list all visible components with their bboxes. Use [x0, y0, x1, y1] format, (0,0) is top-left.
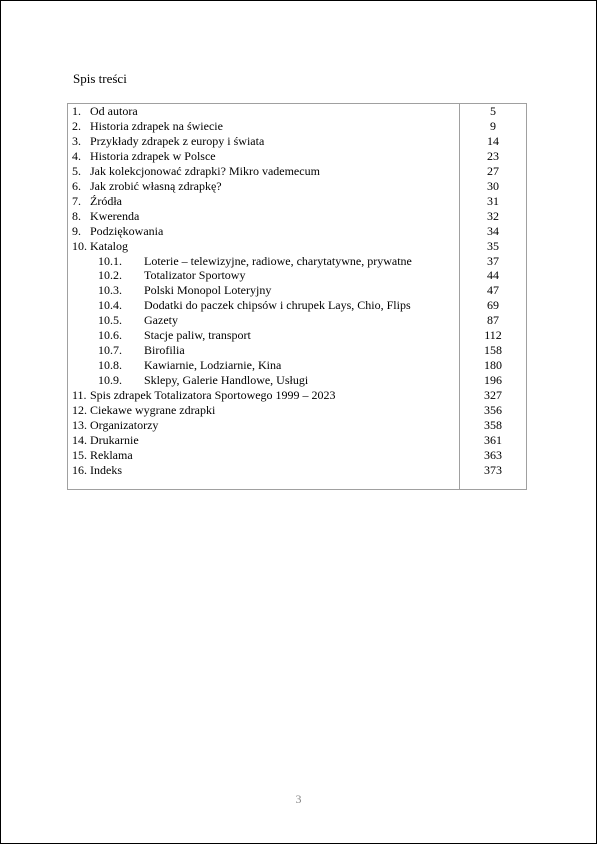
toc-entry-page: 87 [487, 313, 499, 328]
toc-entry-label: Polski Monopol Loteryjny [144, 283, 272, 298]
toc-entry-label: Indeks [90, 462, 122, 477]
toc-entry-number: 10.7. [98, 343, 122, 358]
toc-entry-page: 196 [484, 373, 502, 388]
table-of-contents [67, 103, 527, 490]
toc-entry-page: 358 [484, 417, 502, 432]
toc-entry-label: Jak kolekcjonować zdrapki? Mikro vademecum [90, 163, 320, 178]
toc-entry-number: 12. [72, 403, 87, 417]
toc-entry-page: 32 [487, 208, 499, 223]
toc-entry [68, 224, 526, 239]
page-number: 3 [295, 792, 302, 806]
toc-entry-label: Kwerenda [90, 208, 140, 223]
toc-entry [68, 209, 526, 224]
toc-entry-page: 35 [487, 238, 499, 253]
toc-entry-page: 373 [484, 462, 502, 477]
toc-entry [68, 239, 526, 254]
toc-entry-number: 6. [72, 178, 81, 193]
toc-entry-number: 10.8. [98, 358, 122, 373]
toc-entry-number: 2. [72, 118, 81, 133]
toc-entry-number: 11. [72, 388, 87, 403]
toc-entry-page: 44 [487, 268, 499, 283]
toc-entry [68, 298, 526, 313]
toc-entry [68, 403, 526, 418]
toc-entry-page: 112 [484, 328, 502, 343]
toc-entry-number: 10.6. [98, 328, 122, 343]
toc-entry [68, 283, 526, 298]
toc-entry-number: 10.9. [98, 373, 122, 388]
toc-entry-page: 27 [487, 163, 499, 178]
toc-entry-label: Ciekawe wygrane zdrapki [90, 403, 216, 417]
toc-entry-page: 356 [484, 403, 502, 417]
toc-entry [68, 328, 526, 343]
toc-entry-number: 13. [72, 417, 87, 432]
toc-entry-number: 5. [72, 163, 81, 178]
toc-entry-page: 34 [487, 223, 499, 238]
toc-entry-page: 31 [487, 193, 499, 208]
toc-entry-number: 10.2. [98, 268, 122, 283]
page-title: Spis treści [73, 71, 127, 86]
toc-entry [68, 268, 526, 283]
toc-entry [68, 149, 526, 164]
toc-entry-page: 23 [487, 148, 499, 163]
toc-entry-number: 10. [72, 238, 87, 253]
toc-entry-number: 15. [72, 447, 87, 462]
toc-entry-number: 10.3. [98, 283, 122, 298]
toc-entry-label: Podziękowania [90, 223, 164, 238]
toc-entry [68, 194, 526, 209]
toc-entry [68, 433, 526, 448]
toc-entry-page: 158 [484, 343, 502, 358]
toc-entry [68, 343, 526, 358]
toc-entry [68, 179, 526, 194]
toc-entry-page: 14 [487, 133, 499, 148]
toc-entry [68, 373, 526, 388]
toc-entry-label: Przykłady zdrapek z europy i świata [90, 133, 265, 148]
toc-entry [68, 134, 526, 149]
toc-entry [68, 358, 526, 373]
toc-entry [68, 388, 526, 403]
toc-entry-page: 361 [484, 432, 502, 447]
toc-entry [68, 313, 526, 328]
toc-entry [68, 418, 526, 433]
toc-entry-label: Sklepy, Galerie Handlowe, Usługi [144, 373, 309, 388]
toc-entry-label: Loterie – telewizyjne, radiowe, charytatywne, prywatne [144, 253, 412, 268]
toc-entry-number: 9. [72, 223, 81, 238]
toc-entry-page: 69 [487, 298, 499, 313]
toc-entry [68, 164, 526, 179]
toc-entry-number: 8. [72, 208, 81, 223]
toc-entry-label: Historia zdrapek w Polsce [90, 148, 216, 163]
toc-entry-label: Totalizator Sportowy [144, 268, 246, 283]
toc-entry-label: Organizatorzy [90, 417, 159, 432]
toc-entry-label: Drukarnie [90, 432, 139, 447]
toc-entry-page: 363 [484, 447, 502, 462]
toc-entry-label: Od autora [90, 104, 138, 118]
toc-entry-page: 37 [487, 253, 499, 268]
toc-entry-label: Katalog [90, 238, 128, 253]
toc-entry-number: 14. [72, 432, 87, 447]
toc-entry-number: 4. [72, 148, 81, 163]
toc-entry-page: 9 [490, 118, 496, 133]
toc-entry-number: 10.5. [98, 313, 122, 328]
toc-entry [68, 448, 526, 463]
toc-entry [68, 463, 526, 478]
toc-entry [68, 254, 526, 269]
toc-entry-number: 3. [72, 133, 81, 148]
toc-entry-label: Kawiarnie, Lodziarnie, Kina [144, 358, 282, 373]
toc-entry-number: 16. [72, 462, 87, 477]
toc-entry-page: 47 [487, 283, 499, 298]
toc-entry-label: Spis zdrapek Totalizatora Sportowego 1999 – 2023 [90, 388, 336, 403]
toc-entry-label: Historia zdrapek na świecie [90, 118, 223, 133]
toc-entry-number: 10.1. [98, 253, 122, 268]
toc-entry-page: 180 [484, 358, 502, 373]
toc-entry-page: 30 [487, 178, 499, 193]
toc-entry [68, 119, 526, 134]
toc-entry-label: Źródła [90, 193, 122, 208]
toc-entry-label: Reklama [90, 447, 133, 462]
toc-entry [68, 104, 526, 119]
toc-entry-label: Stacje paliw, transport [144, 328, 251, 343]
toc-entry-label: Jak zrobić własną zdrapkę? [90, 178, 222, 193]
toc-entry-page: 327 [484, 388, 502, 403]
toc-entry-page: 5 [490, 104, 496, 118]
toc-entry-number: 7. [72, 193, 81, 208]
toc-entry-number: 1. [72, 104, 81, 118]
toc-entry-label: Dodatki do paczek chipsów i chrupek Lays, Chio, Flips [144, 298, 411, 313]
toc-entry-label: Gazety [144, 313, 178, 328]
toc-entry-number: 10.4. [98, 298, 122, 313]
toc-entry-label: Birofilia [144, 343, 185, 358]
